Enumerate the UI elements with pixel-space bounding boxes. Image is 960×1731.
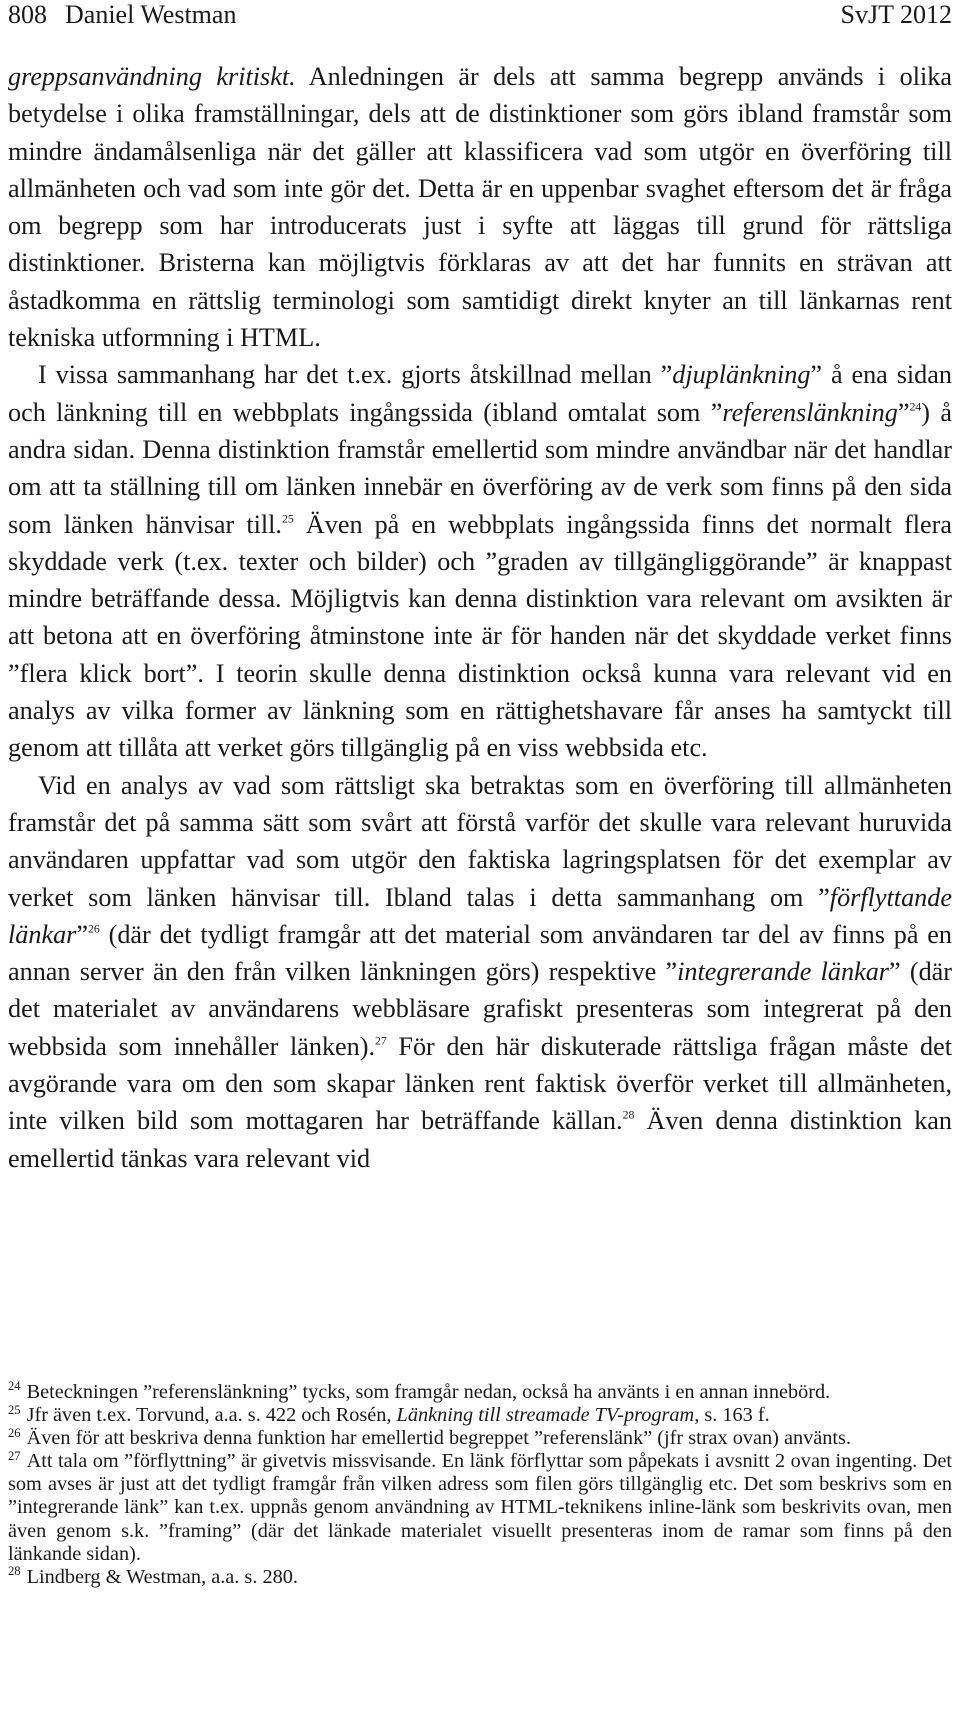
journal-name: SvJT 2012	[840, 0, 952, 29]
footnote-number: 26	[8, 1425, 21, 1440]
paragraph-3	[8, 767, 952, 1177]
main-text	[8, 58, 952, 1177]
term-referenslankning: referenslänkning	[722, 397, 898, 427]
term-djuplankning: djuplänkning	[672, 360, 811, 390]
footnote-number: 27	[8, 1448, 21, 1463]
term-integrerande-lankar: integrerande länkar	[677, 957, 889, 987]
page-number: 808	[8, 0, 47, 29]
footnote-ref-27: 27	[375, 1033, 387, 1048]
text-run: ”	[76, 919, 88, 949]
text-run: ” (där det materialet av användarens webbläsare grafiskt presenteras som integrerat på den webbsida som innehåller länken).	[8, 957, 953, 1061]
footnote-27	[8, 1450, 952, 1565]
running-header	[8, 0, 952, 34]
footnote-24	[8, 1381, 952, 1404]
footnote-number: 24	[8, 1379, 21, 1394]
footnote-25	[8, 1404, 952, 1427]
footnote-number: 25	[8, 1402, 21, 1417]
text-run: Anledningen är dels att samma begrepp används i olika betydelse i olika framställningar, dels att de distinktioner som görs ibland framstår som mindre ändamålsenliga när det gäller att klassificera vad som utgör en överföring till allmänheten och vad som inte gör det. Detta är en uppenbar svaghet eftersom det är fråga om begrepp som har introducerats just i syfte att läggas till grund för rättsliga distinktioner. Bristerna kan möjligtvis förklaras av att det har funnits en strävan att åstadkomma en rättslig terminologi som samtidigt direkt knyter an till länkarnas rent tekniska utformning i HTML.	[8, 62, 952, 353]
footnotes	[8, 1381, 952, 1589]
author-name: Daniel Westman	[65, 0, 237, 29]
footnote-ref-26: 26	[88, 921, 100, 936]
footnote-26	[8, 1427, 952, 1450]
text-run: Även på en webbplats ingångssida finns det normalt flera skyddade verk (t.ex. texter och bilder) och ”graden av tillgängliggörande” är knappast mindre beträffande dessa. Möjligtvis kan denna distinktion vara relevant om avsikten är att betona att en överföring åtminstone inte är för handen när det skyddade verket finns ”flera klick bort”. I teorin skulle denna distinktion också kunna vara relevant vid en analys av vilka former av länkning som en rättighetshavare får anses ha samtyckt till genom att tillåta att verket görs tillgänglig på en viss webbsida etc.	[8, 509, 952, 763]
term-forflyttande-lankar: förflyttande länkar	[8, 882, 952, 949]
text-run: ”	[897, 397, 910, 427]
header-left	[8, 0, 236, 30]
footnote-text: Att tala om ”förflyttning” är givetvis missvisande. En länk förflyttar som påpekats i avsnitt 2 ovan ingenting. Det som avses är just att det tydligt framgår från vilken adress som filen görs tillgänglig etc. Det som beskrivs som en ”integrerande länk” kan t.ex. uppnås genom användning av HTML-teknikens inline-länk som beskrivits ovan, men även genom s.k. ”framing” (där det länkade materialet visuellt presenteras inom de ramar som finns på den länkande sidan).	[8, 1450, 952, 1565]
footnote-number: 28	[8, 1564, 21, 1579]
footnote-text: Lindberg & Westman, a.a. s. 280.	[26, 1565, 298, 1588]
paragraph-1	[8, 58, 952, 356]
paragraph-2	[8, 356, 952, 766]
footnote-text: Jfr även t.ex. Torvund, a.a. s. 422 och Rosén,	[26, 1404, 397, 1427]
text-run: ” å ena sidan och länkning till en webbplats ingångssida (ibland omtalat som ”	[8, 360, 952, 427]
footnote-text: , s. 163 f.	[694, 1404, 770, 1427]
text-run: Även denna distinktion kan emellertid tänkas vara relevant vid	[8, 1106, 952, 1173]
text-run: ) å andra sidan. Denna distinktion framstår emellertid som mindre användbar när det handlar om att ta ställning till om länken innebär en överföring av de verk som finns på den sida som länken hänvisar till.	[8, 397, 952, 539]
footnote-ref-25: 25	[281, 510, 294, 525]
text-run: Vid en analys av vad som rättsligt ska betraktas som en överföring till allmänheten framstår det på samma sätt som svårt att förstå varför det skulle vara relevant huruvida användaren uppfattar vad som utgör den faktiska lagringsplatsen för det exemplar av verket som länken hänvisar till. Ibland talas i detta sammanhang om ”	[8, 770, 952, 912]
footnote-text: Även för att beskriva denna funktion har emellertid begreppet ”referenslänk” (jfr strax ovan) använts.	[26, 1427, 852, 1450]
footnote-ref-28: 28	[622, 1107, 635, 1122]
text-run: (där det tydligt framgår att det material som användaren tar del av finns på en annan server än den från vilken länkningen görs) respektive ”	[8, 919, 952, 987]
italic-phrase: greppsanvändning kritiskt.	[8, 62, 296, 91]
footnote-text: Beteckningen ”referenslänkning” tycks, som framgår nedan, också ha använts i en annan innebörd.	[26, 1381, 831, 1403]
footnote-italic-title: Länkning till streamade TV-program	[396, 1404, 695, 1427]
footnote-28	[8, 1566, 952, 1589]
footnote-ref-24: 24	[909, 399, 922, 414]
text-run: För den här diskuterade rättsliga frågan måste det avgörande vara om den som skapar länken rent faktisk överför verket till allmänheten, inte vilken bild som mottagaren har beträffande källan.	[8, 1031, 952, 1136]
text-run: I vissa sammanhang har det t.ex. gjorts åtskillnad mellan ”	[38, 360, 673, 390]
